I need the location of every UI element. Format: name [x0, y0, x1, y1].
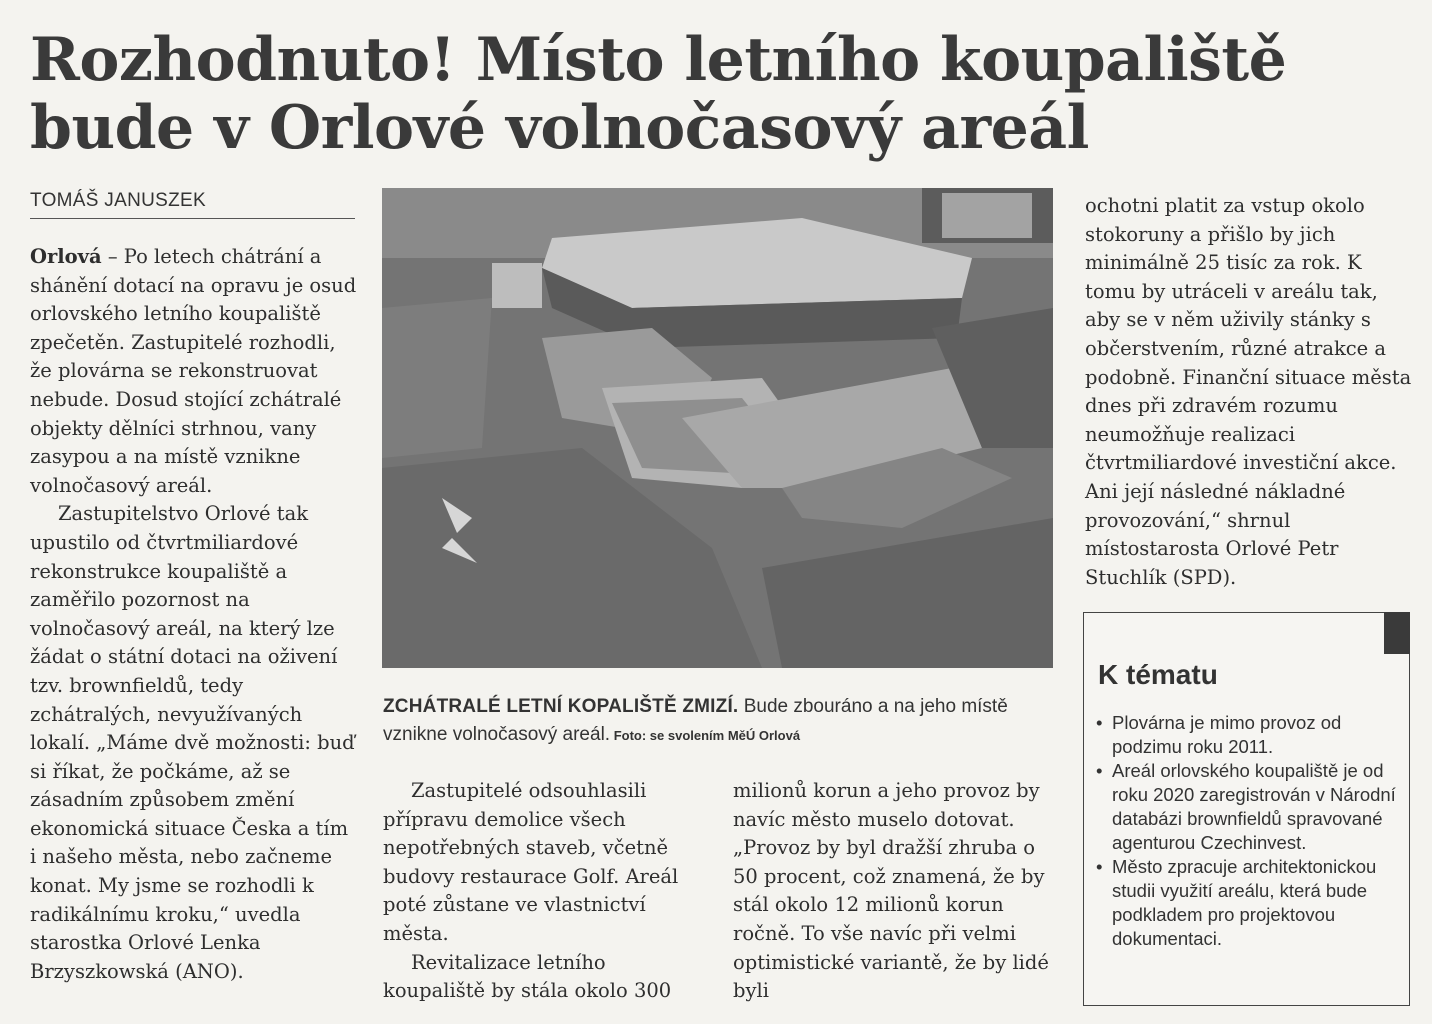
- headline: [30, 26, 1390, 162]
- article-column-4: [1085, 192, 1415, 592]
- list-item: • Plovárna je mimo provoz od podzimu roku 2011.: [1096, 711, 1396, 759]
- paragraph: ochotni platit za vstup okolo stokoruny a přišlo by jich minimálně 25 tisíc za rok. K tomu by utráceli v areálu tak, aby se v něm uživily stánky s občerstvením, různé atrakce a podobně. Finanční situace města dnes při zdravém rozumu neumožňuje realizaci čtvrtmiliardové investiční akce. Ani její následné nákladné provozování,“ shrnul místostarosta Orlové Petr Stuchlík (SPD).: [1085, 194, 1412, 589]
- dateline: Orlová: [30, 245, 102, 268]
- list-item: • Město zpracuje architektonickou studii využití areálu, která bude podkladem pro projektovou dokumentaci.: [1096, 855, 1396, 951]
- list-item: • Areál orlovského koupaliště je od roku 2020 zaregistrován v Národní databázi brownfieldů spravované agenturou Czechinvest.: [1096, 759, 1396, 855]
- article-column-1: [30, 243, 360, 986]
- paragraph: Zastupitelé odsouhlasili přípravu demolice všech nepotřebných staveb, včetně budovy restaurace Golf. Areál poté zůstane ve vlastnictví města.: [383, 779, 679, 945]
- headline-line-1: Rozhodnuto! Místo letního koupaliště: [30, 25, 1287, 95]
- article-column-2: [383, 777, 703, 1006]
- article-column-3: [733, 777, 1053, 1006]
- photo-caption: [383, 693, 1053, 750]
- paragraph: Revitalizace letního koupaliště by stála okolo 300: [383, 950, 672, 1003]
- headline-line-2: bude v Orlové volnočasový areál: [30, 93, 1089, 163]
- paragraph: Zastupitelstvo Orlové tak upustilo od čtvrtmiliardové rekonstrukce koupaliště a zaměřilo pozornost na volnočasový areál, na který lze žádat o státní dotaci na oživení tzv. brownfieldů, tedy zchátralých, nevyužívaných lokalí. „Máme dvě možnosti: buď si říkat, že počkáme, až se zásadním způsobem změní ekonomická situace Česka a tím i našeho města, nebo začneme konat. My jsme se rozhodli k radikálnímu kroku,“ uvedla starostka Orlové Lenka Brzyszkowská (ANO).: [30, 502, 355, 983]
- byline: TOMÁŠ JANUSZEK: [30, 190, 355, 219]
- paragraph-text: – Po letech chátrání a shánění dotací na opravu je osud orlovského letního koupaliště zpečetěn. Zastupitelé rozhodli, že plovárna se rekonstruovat nebude. Dosud stojící zchátralé objekty dělníci strhnou, vany zasypou a na místě vznikne volnočasový areál.: [30, 245, 357, 497]
- photo-credit: Foto: se svolením MěÚ Orlová: [610, 728, 801, 743]
- caption-text: Bude zbouráno a na jeho místě vznikne volnočasový areál.: [383, 696, 1008, 745]
- paragraph: [30, 243, 360, 500]
- paragraph: milionů korun a jeho provoz by navíc město muselo dotovat. „Provoz by byl dražší zhruba o 50 procent, což znamená, že by stál okolo 12 milionů korun ročně. To vše navíc při velmi optimistické variantě, že by lidé byli: [733, 779, 1049, 1003]
- box-title: K tématu: [1098, 659, 1218, 690]
- box-corner-tab: [1384, 612, 1410, 654]
- related-info-box: [1083, 612, 1410, 1006]
- article-photo: [382, 188, 1053, 668]
- caption-lead: ZCHÁTRALÉ LETNÍ KOPALIŠTĚ ZMIZÍ.: [383, 696, 739, 717]
- photo-derelict-swimming-pool: [382, 188, 1053, 668]
- related-info-list: [1096, 711, 1396, 951]
